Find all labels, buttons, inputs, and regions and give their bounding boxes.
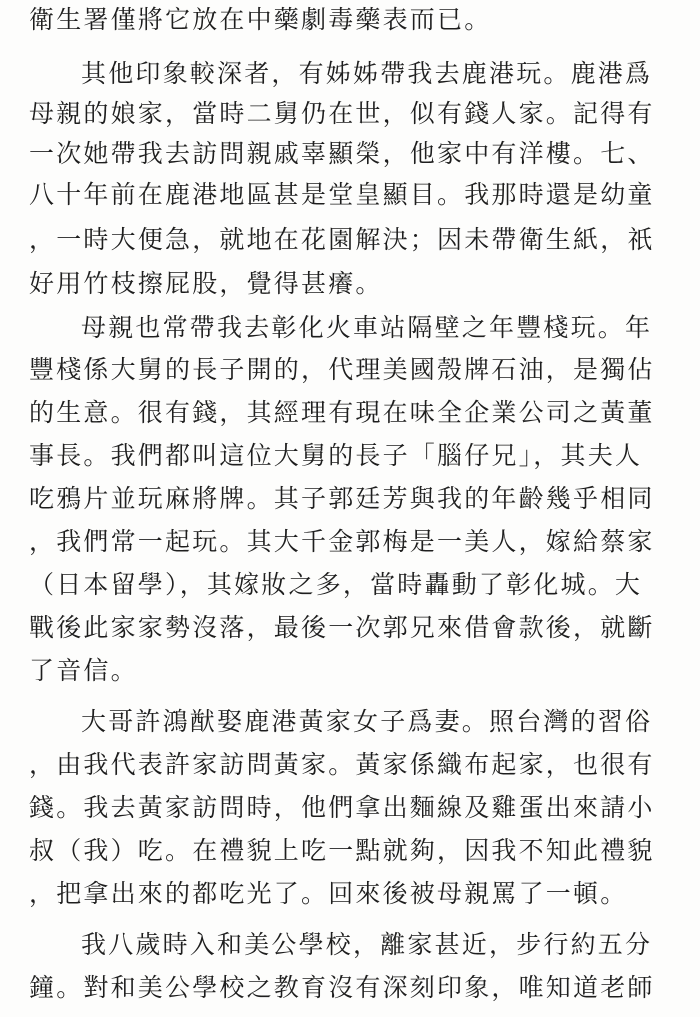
text-line: ，由我代表許家訪問黃家。黃家係織布起家，也很有: [29, 750, 655, 779]
text-line: （日本留學），其嫁妝之多，當時轟動了彰化城。大: [29, 570, 643, 599]
text-line: 一次她帶我去訪問親戚辜顯榮，他家中有洋樓。七、: [29, 139, 655, 168]
text-line: 戰後此家家勢沒落，最後一次郭兄來借會款後，就斷: [29, 613, 655, 642]
paragraph-first-line: 母親也常帶我去彰化火車站隔壁之年豐棧玩。年: [81, 313, 653, 342]
text-line: ，我們常一起玩。其大千金郭梅是一美人，嫁給蔡家: [29, 527, 655, 556]
text-line: 豐棧係大舅的長子開的，代理美國殼牌石油，是獨佔: [29, 355, 655, 384]
text-line: 好用竹枝擦屁股，覺得甚癢。: [29, 269, 383, 298]
text-line: 了音信。: [29, 656, 138, 685]
text-line: 母親的娘家，當時二舅仍在世，似有錢人家。記得有: [29, 99, 655, 128]
text-line: 錢。我去黃家訪問時，他們拿出麵線及雞蛋出來請小: [29, 793, 655, 822]
text-line: 吃鴉片並玩麻將牌。其子郭廷芳與我的年齡幾乎相同: [29, 484, 655, 513]
text-line: 鐘。對和美公學校之教育沒有深刻印象，唯知道老師: [29, 973, 655, 1002]
text-line: 事長。我們都叫這位大舅的長子「腦仔兄」，其夫人: [29, 441, 643, 470]
text-line: 叔（我）吃。在禮貌上吃一點就夠，因我不知此禮貌: [29, 836, 655, 865]
paragraph-first-line: 大哥許鴻猷娶鹿港黃家女子爲妻。照台灣的習俗: [81, 707, 653, 736]
paragraph-first-line: 其他印象較深者，有姊姊帶我去鹿港玩。鹿港爲: [81, 59, 653, 88]
paragraph-first-line: 我八歲時入和美公學校，離家甚近，步行約五分: [81, 930, 653, 959]
text-line: 八十年前在鹿港地區甚是堂皇顯目。我那時還是幼童: [29, 180, 655, 209]
text-line: ，把拿出來的都吃光了。回來後被母親罵了一頓。: [29, 879, 628, 908]
text-line: 衛生署僅將它放在中藥劇毒藥表而已。: [29, 5, 492, 34]
text-line: ，一時大便急，就地在花園解決；因未帶衛生紙，祇: [29, 225, 655, 254]
text-line: 的生意。很有錢，其經理有現在味全企業公司之黃董: [29, 398, 655, 427]
